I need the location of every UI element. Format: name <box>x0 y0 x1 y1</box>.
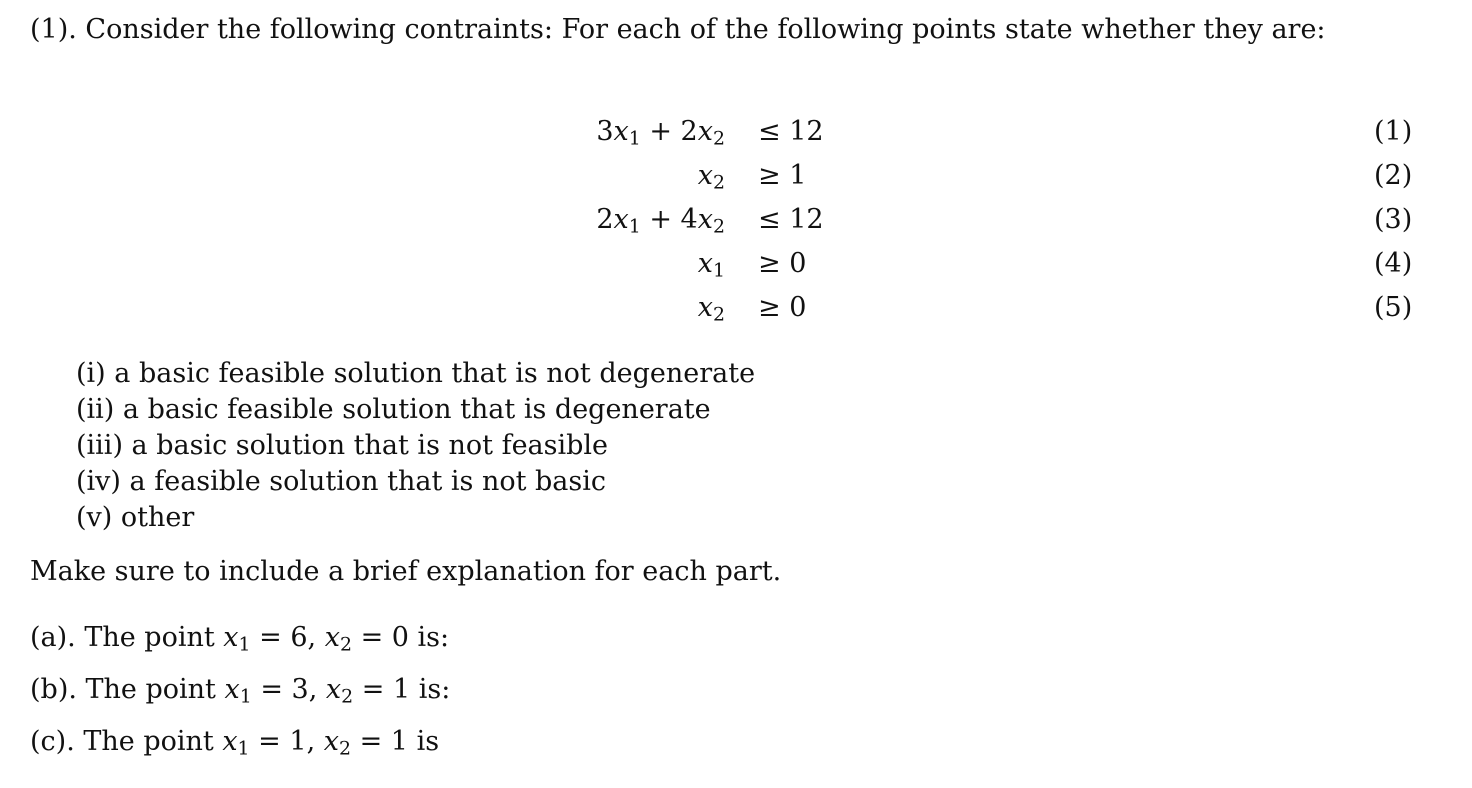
equation-number-4: (4) <box>1374 248 1413 279</box>
constraint-3-lhs: $2x_1 + 4x_2$ <box>596 204 725 238</box>
part-b-x1: 3 <box>291 674 309 705</box>
option-ii: (ii) a basic feasible solution that is degenerate <box>76 394 711 425</box>
constraint-1-rel: ≤ 12 <box>758 116 824 147</box>
part-c: (c). The point $x_1 = 1$, $x_2 = 1$ is <box>30 726 440 760</box>
equation-number-2: (2) <box>1374 160 1413 191</box>
part-c-x2: 1 <box>390 726 408 757</box>
constraint-2-rel: ≥ 1 <box>758 160 807 191</box>
part-a: (a). The point $x_1 = 6$, $x_2 = 0$ is: <box>30 622 450 656</box>
explanation-note: Make sure to include a brief explanation for each part. <box>30 556 782 587</box>
option-iv: (iv) a feasible solution that is not basic <box>76 466 607 497</box>
constraint-2-lhs: $x_2$ <box>697 160 725 194</box>
equation-number-1: (1) <box>1374 116 1413 147</box>
part-c-x1: 1 <box>289 726 307 757</box>
option-v: (v) other <box>76 502 195 533</box>
option-i: (i) a basic feasible solution that is not degenerate <box>76 358 756 389</box>
option-iii: (iii) a basic solution that is not feasible <box>76 430 609 461</box>
constraint-1-lhs: $3x_1 + 2x_2$ <box>596 116 725 150</box>
part-b-prefix: (b). The point <box>30 674 225 705</box>
part-a-suffix: is: <box>408 622 450 653</box>
part-b-x2: 1 <box>392 674 411 705</box>
part-c-prefix: (c). The point <box>30 726 223 757</box>
part-a-x2: 0 <box>391 622 409 653</box>
part-b: (b). The point $x_1 = 3$, $x_2 = 1$ is: <box>30 674 451 708</box>
problem-intro: (1). Consider the following contraints: For each of the following points state whether they are: <box>30 14 1326 45</box>
constraint-5-lhs: $x_2$ <box>697 292 725 326</box>
equation-number-5: (5) <box>1374 292 1413 323</box>
constraint-5-rel: ≥ 0 <box>758 292 807 323</box>
constraint-4-lhs: $x_1$ <box>697 248 725 282</box>
constraint-4-rel: ≥ 0 <box>758 248 807 279</box>
part-a-x1: 6 <box>290 622 308 653</box>
part-c-suffix: is <box>407 726 440 757</box>
part-a-prefix: (a). The point <box>30 622 224 653</box>
constraint-3-rel: ≤ 12 <box>758 204 824 235</box>
equation-number-3: (3) <box>1374 204 1413 235</box>
part-b-suffix: is: <box>410 674 451 705</box>
